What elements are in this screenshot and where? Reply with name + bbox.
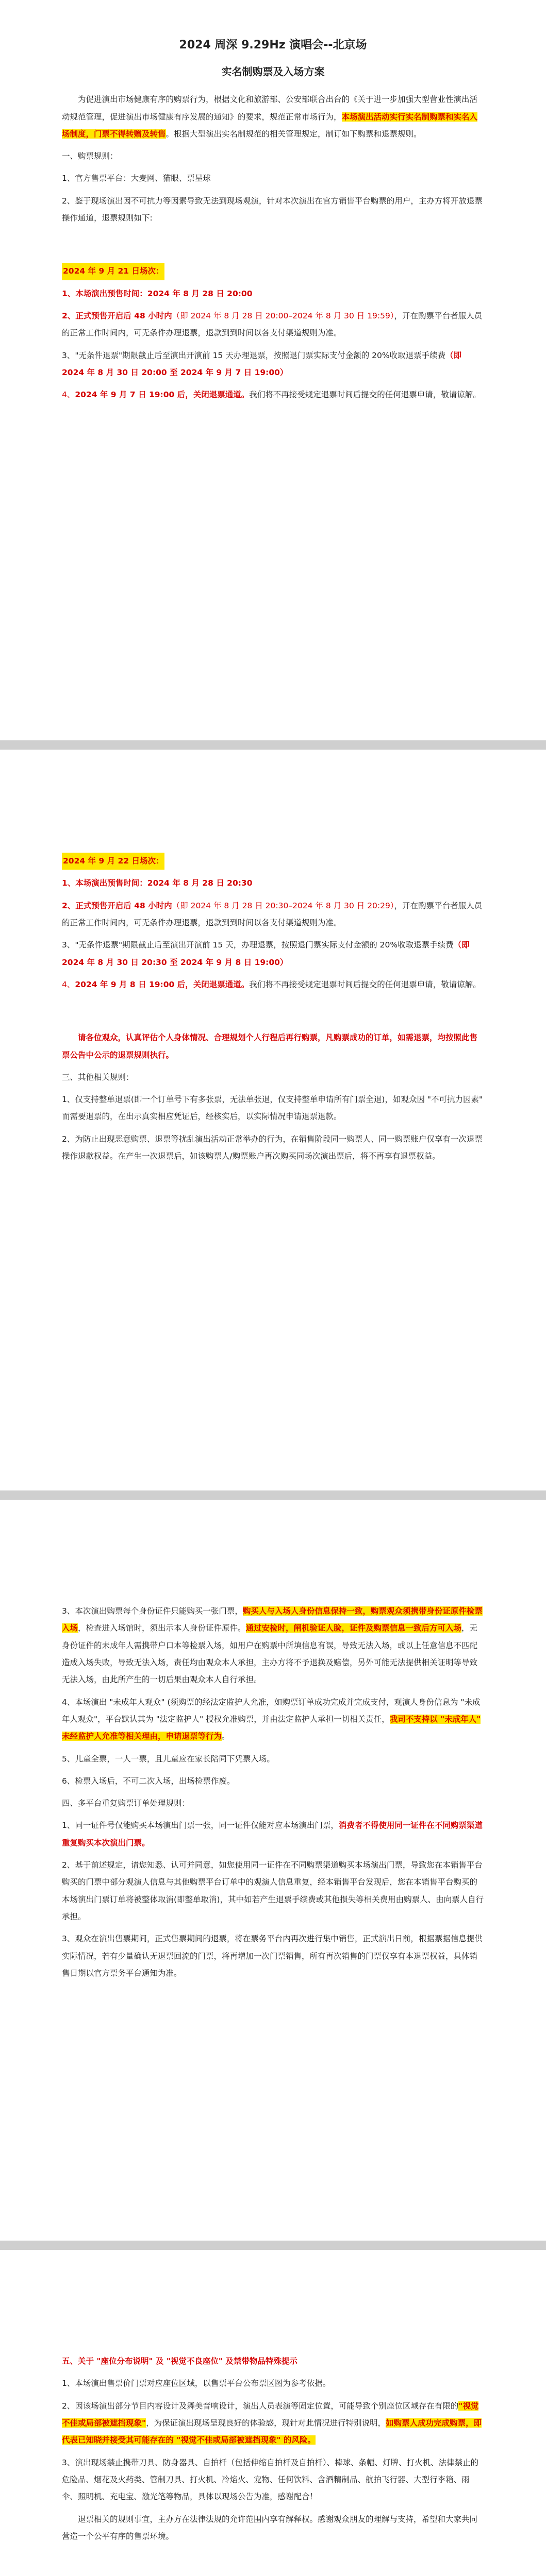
- sep22-rule-4-bold: 2024 年 9 月 8 日 19:00 后，关闭退票通道。: [75, 979, 250, 989]
- intro-paragraph: [62, 91, 484, 143]
- section-3-item-1: 1、仅支持整单退票(即一个订单号下有多张票，无法单张退，仅支持整单申请所有门票全退)，如观众因 "不可抗力因素" 而需要退票的，在出示真实相应凭证后，经核实后，以实际情况申请退票退款。: [62, 1095, 483, 1122]
- sep21-rule-2-bold: 2、正式预售开启后 48 小时内: [62, 311, 172, 320]
- section-1-item-1: 1、官方售票平台：大麦网、猫眼、票星球: [62, 174, 211, 183]
- sep22-rule-2: [62, 897, 484, 932]
- document-page-4: [0, 2250, 546, 2576]
- sep21-rule-2-range: （即 2024 年 8 月 28 日 20:00–2024 年 8 月 30 日 19:59）: [172, 311, 394, 320]
- section-1-heading: 一、购票规则：: [62, 151, 118, 161]
- sep22-rule-3-text: 3、"无条件退票"期限截止后至演出开演前 15 天，办理退票，按照退门票实际支付金额的 20%收取退票手续费: [62, 940, 454, 950]
- s3-item3-text-c: ，检查进入场馆时，须出示本人身份证件原件。: [78, 1623, 246, 1633]
- section-4-item-2: 2、基于前述规定，请您知悉、认可并同意，如您使用同一证件在不同购票渠道购买本场演出门票，导致您在本销售平台购买的门票中部分观演人信息与其他购票平台订单中的观演人信息重复，经本销售平台发现后，您在本销售平台购买的本场演出门票订单将被整体取消(即整单取消)，其中如若产生退票手续费或其他损失等相关费用由购票人、由向票人自行承担。: [62, 1860, 484, 1921]
- intro-text-3: 。根据大型演出实名制规范的相关管理规定，制订如下购票和退票规则。: [166, 129, 422, 139]
- section-3-item-3: [62, 1603, 484, 1689]
- section-4-item-3: 3、观众在演出售票期间，正式售票期间的退票，将在票务平台内再次进行集中销售，正式演出日前，根据票据信息提供实际情况，若有少量确认无退票回流的门票，将再增加一次门票销售，所有再次销售的门票仅享有本退票权益，具体销售日期以官方票务平台通知为准。: [62, 1934, 483, 1978]
- s5-item2-text-a: 2、因该场演出部分节目内容设计及舞美音响设计，演出人员表演等固定位置，可能导致个别座位区域存在有限的: [62, 2401, 459, 2411]
- date-heading-sep22: 2024 年 9 月 22 日场次：: [62, 853, 164, 870]
- closing-paragraph: 退票相关的规则事宜，主办方在法律法规的允许范围内享有解释权。感谢观众朋友的理解与支持，希望和大家共同营造一个公平有序的售票环境。: [62, 2514, 478, 2541]
- section-3-item-2: 2、为防止出现恶意购票、退票等扰乱演出活动正常举办的行为，在销售阶段同一购票人、同一购票账户仅享有一次退票操作退款权益。在产生一次退票后，如该购票人/购票账户再次购买同场次演出票后，将不再享有退票权益。: [62, 1134, 483, 1161]
- s4-item1-bold: 消费者不得使用同一证件在不同购票渠道重复购买本次演出门票。: [62, 1821, 483, 1848]
- section-5-heading: 五、关于 "座位分布说明" 及 "视觉不良座位" 及禁带物品特殊提示: [62, 2357, 297, 2366]
- document-title: 2024 周深 9.29Hz 演唱会--北京场: [179, 39, 367, 52]
- document-page-3: [0, 1500, 546, 2241]
- intro-highlight: 本场演出活动实行实名制购票和实名入场制度，门票不得转赠及转售: [62, 112, 478, 139]
- s3-item4-text-a: 4、本场演出 "未成年人观众" (须购票的经法定监护人允准，如购票订单成功完成并完成支付，观演人身份信息为 "未成年人观众"，平台默认其为 "法定监护人" 授权允准购票，并由法定监护人承担一切相关责任，: [62, 1697, 481, 1724]
- sep22-rule-4: [62, 976, 484, 993]
- sep21-rule-3-text: 3、"无条件退票"期限截止后至演出开演前 15 天办理退票，按照退门票实际支付金额的 20%收取退票手续费: [62, 350, 446, 360]
- section-4-item-1: [62, 1817, 484, 1852]
- section-5-item-3: 3、演出现场禁止携带刀具、防身器具、自拍杆（包括伸缩自拍杆及自拍杆）、棒球、条幅、灯牌、打火机、法律禁止的危险品、烟花及火药类、管制刀具、打火机、冷焰火、宠物、任何饮料、含酒精制品、航拍飞行器、大型行李箱、雨伞、照明机、充电宝、激光笔等物品，具体以现场公告为准，感谢配合！: [62, 2458, 479, 2502]
- s3-item3-text-e: ，无身份证件的未成年人需携带户口本等检票入场，如用户在购票中所填信息有误，导致无法入场，或以上任意信息不匹配造成入场失败，导致无法入场，责任均由观众本人承担，主办方将不予退换及赔偿，另外可能无法提供相关证明等导致无法入场，由此所产生的一切后果由观众本人自行承担。: [62, 1623, 478, 1685]
- sep21-rule-4-num: 4、: [62, 390, 75, 400]
- refund-notice: 请各位观众，认真评估个人身体情况、合理规划个人行程后再行购票，凡购票成功的订单，如需退票，均按照此售票公告中公示的退票规则执行。: [62, 1033, 478, 1060]
- sep21-rule-3: [62, 347, 484, 382]
- intro-text-1: 为促进演出市场健康有序的购票行为，根据文化和旅游部、公安部联合出台的《关于进一步加强大型营业性演出活动规范管理，促进演出市场健康有序发展的通知》的要求，规范正常市场行为，: [62, 95, 478, 122]
- s3-item3-highlight-d: 通过安检时，闸机验证人脸，证件及购票信息一致后方可入场: [245, 1623, 462, 1633]
- sep21-rule-2-text: ，开在购票平台者服人员的正常工作时间内，可无条件办理退票，退款到到时间以各支付渠道规则为准。: [62, 311, 483, 338]
- s5-item2-text-c: ，为保证演出现场呈现良好的体验感，现针对此情况进行特别说明，: [146, 2418, 386, 2428]
- sep21-rule-4-bold: 2024 年 9 月 7 日 19:00 后，关闭退票通道。: [75, 390, 250, 400]
- section-5-item-2: [62, 2398, 484, 2449]
- section-3-heading: 三、其他相关规则：: [62, 1072, 134, 1082]
- sep22-rule-3-range: （即 2024 年 8 月 30 日 20:30 至 2024 年 9 月 8 日 19:00）: [62, 940, 470, 967]
- sep22-rule-2-text: ，开在购票平台者服人员的正常工作时间内，可无条件办理退票，退款到到时间以各支付渠道规则为准。: [62, 901, 483, 927]
- sep22-rule-3: [62, 937, 484, 971]
- sep22-rule-2-range: （即 2024 年 8 月 28 日 20:30–2024 年 8 月 30 日 20:29）: [172, 901, 394, 910]
- section-3-item-5: 5、儿童全票，一人一票，且儿童应在家长陪同下凭票入场。: [62, 1754, 275, 1764]
- section-3-item-4: [62, 1694, 484, 1745]
- s5-item2-highlight-d: 如购票人成功完成购票，即代表已知晓并接受其可能存在的 "视觉不佳或局部被遮挡现象" 的风险。: [62, 2418, 482, 2445]
- sep21-rule-3-range: （即 2024 年 8 月 30 日 20:00 至 2024 年 9 月 7 日 19:00）: [62, 350, 462, 377]
- sep21-rule-4-text: 我们将不再接受规定退票时间后提交的任何退票申请，敬请谅解。: [249, 390, 481, 400]
- section-3-item-6: 6、检票入场后，不可二次入场，出场检票作废。: [62, 1776, 235, 1786]
- sep22-rule-4-text: 我们将不再接受规定退票时间后提交的任何退票申请，敬请谅解。: [249, 979, 481, 989]
- sep22-rule-1: 1、本场演出预售时间：2024 年 8 月 28 日 20:30: [62, 878, 253, 888]
- sep22-rule-4-num: 4、: [62, 979, 75, 989]
- s3-item3-highlight-b: 购买人与入场人身份信息保持一致，购票观众须携带身份证原件检票入场: [62, 1606, 483, 1633]
- sep21-rule-1: 1、本场演出预售时间：2024 年 8 月 28 日 20:00: [62, 289, 253, 298]
- document-page-1: [0, 0, 546, 740]
- document-subtitle: 实名制购票及入场方案: [221, 65, 325, 78]
- section-4-heading: 四、多平台重复购票订单处理规则：: [62, 1799, 190, 1808]
- s5-item2-highlight-b: "视觉不佳或局部被遮挡现象": [62, 2401, 479, 2428]
- s3-item4-text-c: 。: [222, 1732, 230, 1741]
- s3-item3-text-a: 3、本次演出购票每个身份证件只能购买一张门票，: [62, 1606, 243, 1616]
- section-1-item-2: 2、鉴于现场演出因不可抗力等因素导致无法到现场观演，针对本次演出在官方销售平台购票的用户，主办方将开放退票操作通道，退票规则如下:: [62, 196, 483, 223]
- s3-item4-highlight: 我司不支持以 "未成年人" 未经监护人允准等相关理由，申请退票等行为: [62, 1714, 481, 1741]
- s4-item1-text: 1、同一证件号仅能购买本场演出门票一张，同一证件仅能对应本场演出门票，: [62, 1821, 339, 1831]
- sep21-rule-4: [62, 386, 484, 403]
- date-heading-sep21: 2024 年 9 月 21 日场次：: [62, 263, 164, 280]
- section-5-item-1: 1、本场演出售票价门票对应座位区域，以售票平台公布票区图为参考依据。: [62, 2379, 331, 2388]
- sep22-rule-2-bold: 2、正式预售开启后 48 小时内: [62, 901, 172, 910]
- document-page-2: [0, 750, 546, 1490]
- sep21-rule-2: [62, 308, 484, 342]
